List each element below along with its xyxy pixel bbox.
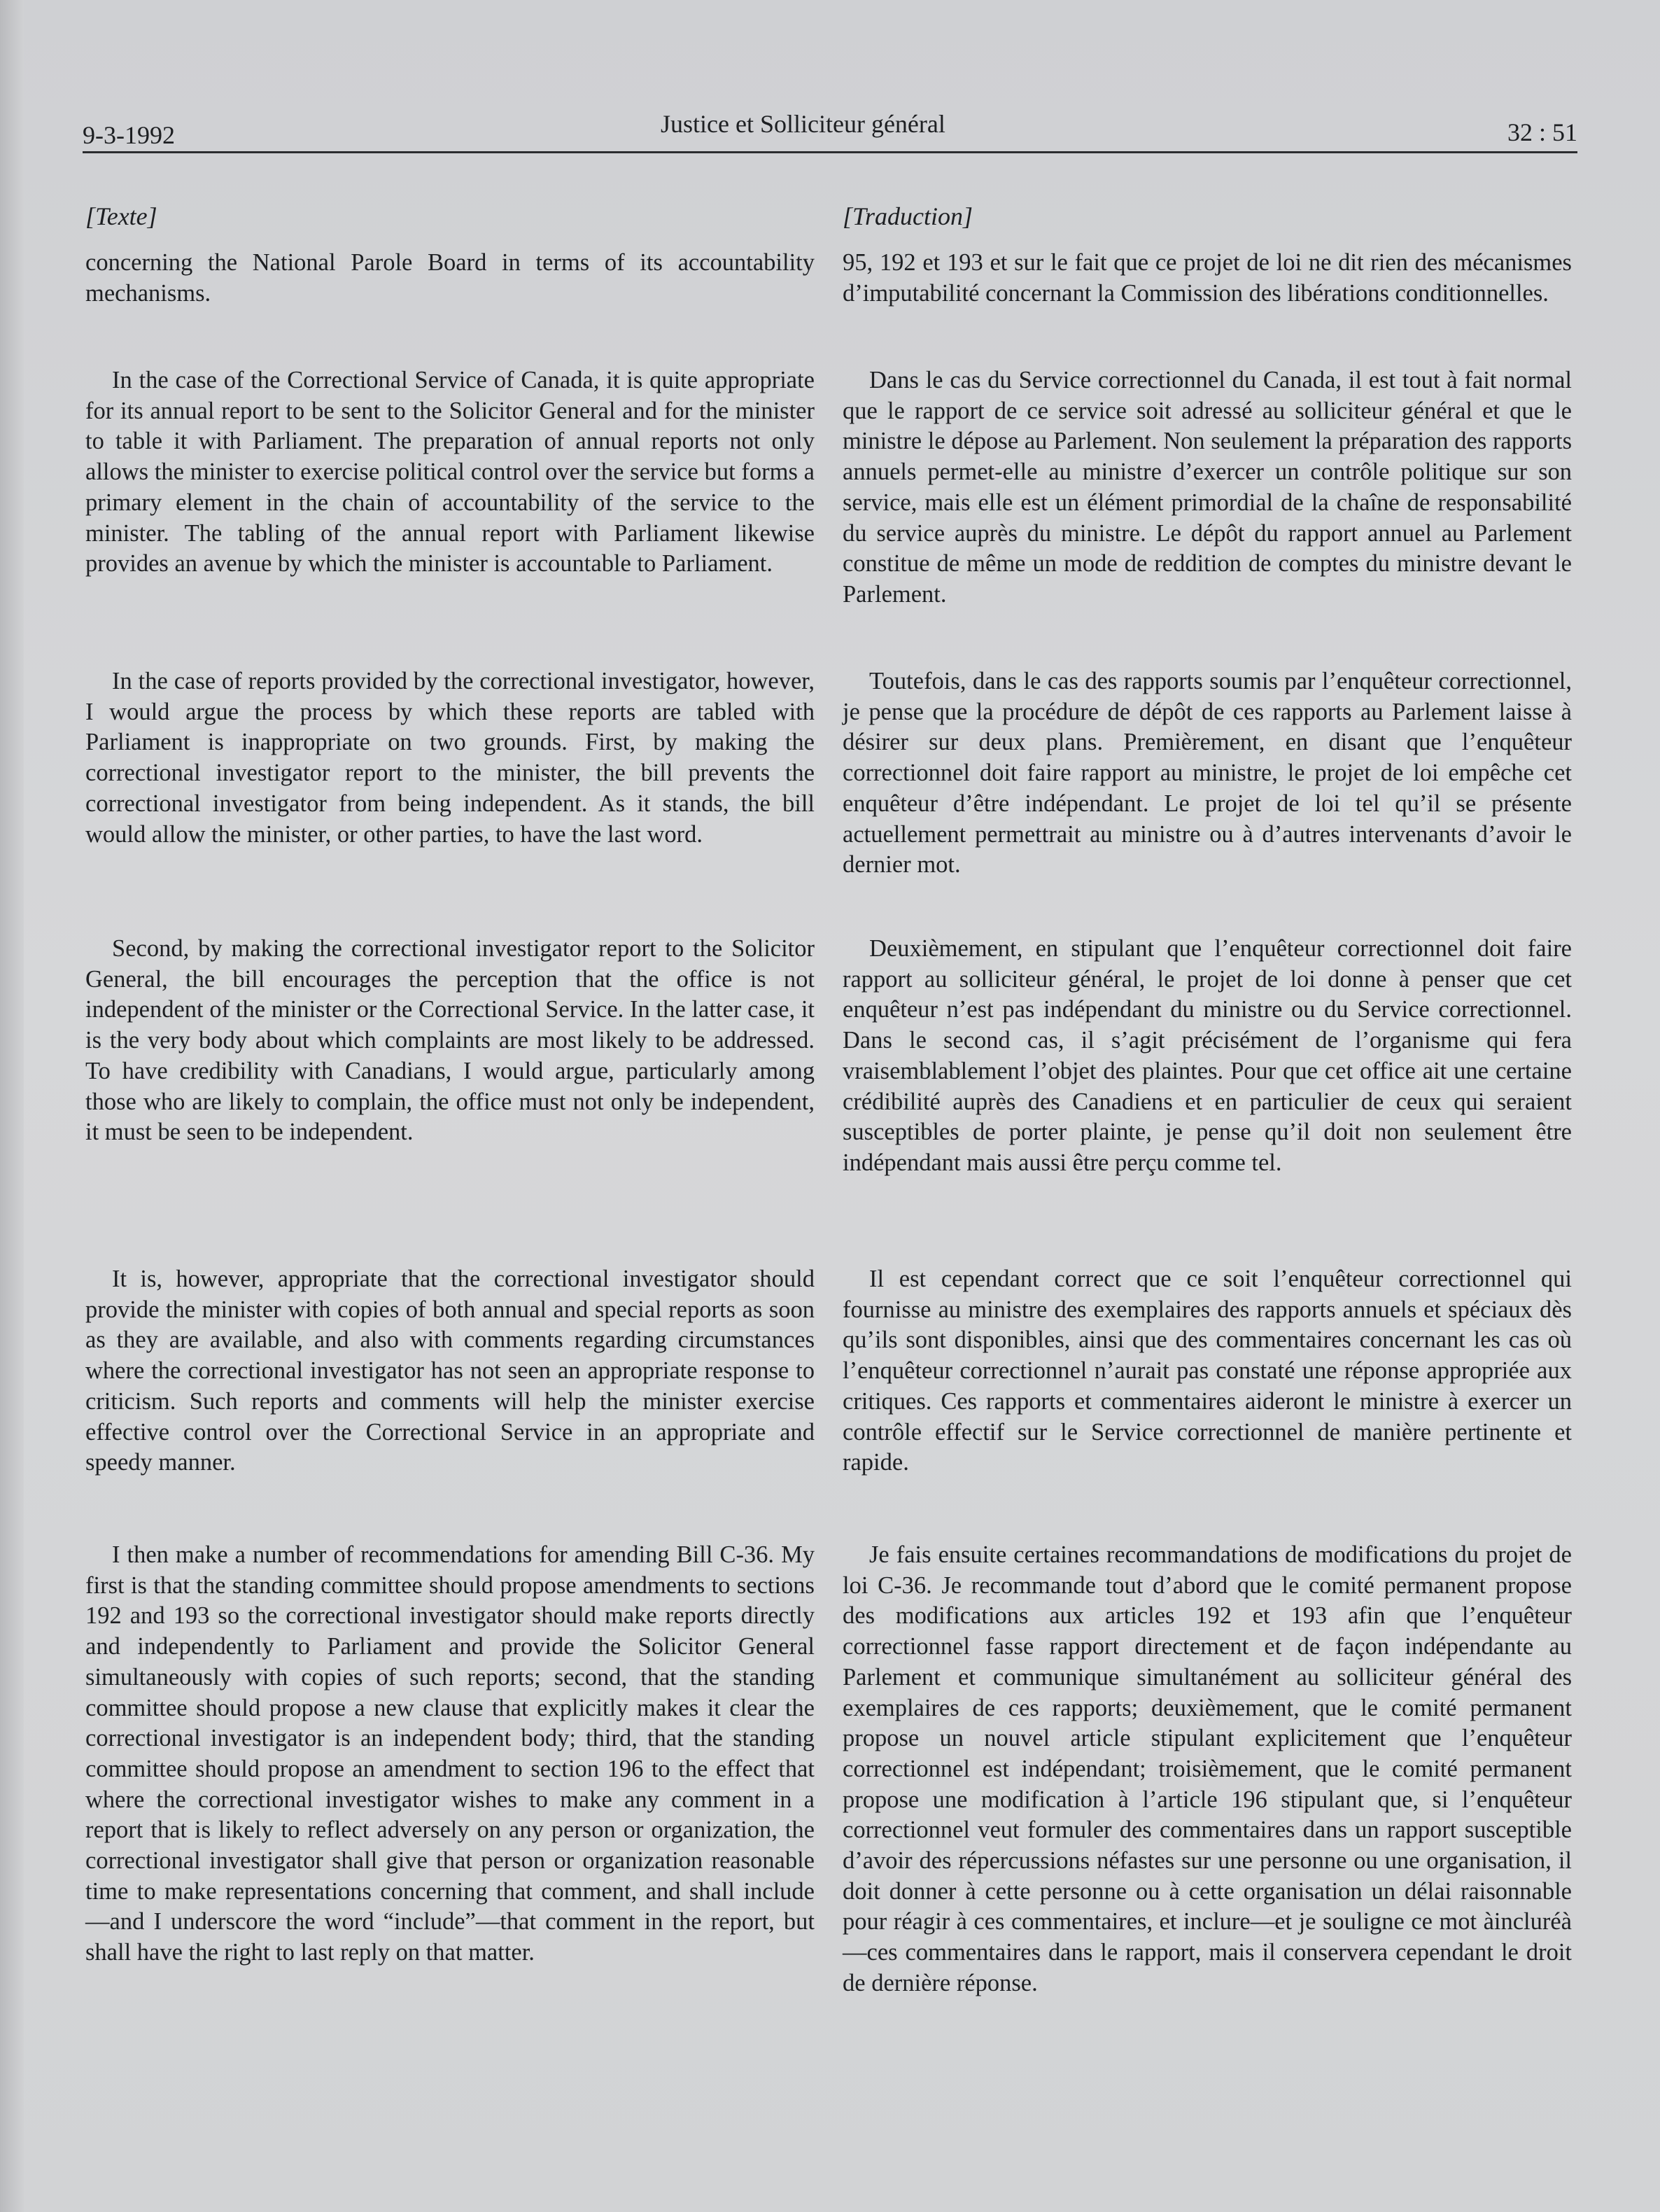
left-paragraph-5: It is, however, appropriate that the correctional investigator should provide the minister with copies of both annual and special reports as soon as they are available, and also with comments regarding circumstances where the correctional investigator has not seen an appropriate response to criticism. Such reports and comments will help the minister exercise effective control over the Correctional Service in an appropriate and speedy manner.: [85, 1266, 815, 1476]
right-paragraph-4: Deuxièmement, en stipulant que l’enquêteur correctionnel doit faire rapport au solliciteur général, le projet de loi donne à penser que cet enquêteur n’est pas indépendant du ministre ou du Service correctionnel. Dans le second cas, il s’agit précisément de l’organisme qui fera vraisemblablement l’objet des plaintes. Pour que cet office ait une certaine crédibilité auprès des Canadiens et en particulier de ceux qui seraient susceptibles de porter plainte, je pense qu’il doit non seulement être indépendant mais aussi être perçu comme tel.: [843, 935, 1572, 1176]
header-date: 9-3-1992: [83, 121, 175, 149]
right-paragraph-5: Il est cependant correct que ce soit l’enquêteur correctionnel qui fournisse au ministre des exemplaires des rapports annuels et spéciaux dès qu’ils sont disponibles, ainsi que des commentaires concernant les cas où l’enquêteur correctionnel n’aurait pas constaté une réponse appropriée aux critiques. Ces rapports et commentaires aideront le ministre à exercer un contrôle effectif sur le Service correctionnel de manière pertinente et rapide.: [843, 1266, 1572, 1476]
left-paragraph-2: In the case of the Correctional Service of Canada, it is quite appropriate for its annual report to be sent to the Solicitor General and for the minister to table it with Parliament. The preparation of annual reports not only allows the minister to exercise political control over the service but forms a primary element in the chain of accountability of the service to the minister. The tabling of the annual report with Parliament likewise provides an avenue by which the minister is accountable to Parliament.: [85, 367, 815, 578]
header-title: Justice et Solliciteur général: [661, 110, 945, 138]
left-column-tag: [Texte]: [85, 202, 157, 230]
right-paragraph-6: Je fais ensuite certaines recommandations de modifications du projet de loi C-36. Je recommande tout d’abord que le comité permanent propose des modifications aux articles 192 et 193 afin que l’enquêteur correctionnel fasse rapport directement et de façon indépendante au Parlement et communique simultanément au solliciteur général des exemplaires de ces rapports; deuxièmement, que le comité permanent propose un nouvel article stipulant explicitement que l’enquêteur correctionnel est indépendant; troisièmement, que le comité permanent propose une modification à l’article 196 stipulant que, si l’enquêteur correctionnel veut formuler des commentaires dans un rapport susceptible d’avoir des répercussions néfastes sur une personne ou une organisation, il doit donner à cette personne ou à cette organisation un délai raisonnable pour réagir à ces commentaires, et inclure—et je souligne ce mot àincluréà—ces commentaires dans le rapport, mais il conservera cependant le droit de dernière réponse.: [843, 1541, 1572, 1996]
right-paragraph-3: Toutefois, dans le cas des rapports soumis par l’enquêteur correctionnel, je pense que la procédure de dépôt de ces rapports au Parlement laisse à désirer sur deux plans. Premièrement, en disant que l’enquêteur correctionnel doit faire rapport au ministre, le projet de loi empêche cet enquêteur d’être indépendant. Le projet de loi tel qu’il se présente actuellement permettrait au ministre ou à d’autres intervenants d’avoir le dernier mot.: [843, 668, 1572, 878]
left-column-english: [85, 202, 815, 1966]
right-paragraph-1: 95, 192 et 193 et sur le fait que ce projet de loi ne dit rien des mécanismes d’imputabilité concernant la Commission des libérations conditionnelles.: [843, 249, 1572, 307]
right-column-tag: [Traduction]: [843, 202, 973, 230]
right-column-french: [843, 202, 1572, 1996]
left-paragraph-6: I then make a number of recommendations for amending Bill C-36. My first is that the standing committee should propose amendments to sections 192 and 193 so the correctional investigator should make reports directly and independently to Parliament and provide the Solicitor General simultaneously with copies of such reports; second, that the standing committee should propose a new clause that explicitly makes it clear the correctional investigator is an independent body; third, that the standing committee should propose an amendment to section 196 to the effect that where the correctional investigator wishes to make any comment in a report that is likely to reflect adversely on any person or organization, the correctional investigator shall give that person or organization reasonable time to make representations concerning that comment, and shall include—and I underscore the word “include”—that comment in the report, but shall have the right to last reply on that matter.: [85, 1541, 815, 1966]
left-paragraph-3: In the case of reports provided by the correctional investigator, however, I would argue the process by which these reports are tabled with Parliament is inappropriate on two grounds. First, by making the correctional investigator report to the minister, the bill prevents the correctional investigator from being independent. As it stands, the bill would allow the minister, or other parties, to have the last word.: [85, 668, 815, 848]
right-paragraph-2: Dans le cas du Service correctionnel du Canada, il est tout à fait normal que le rapport de ce service soit adressé au solliciteur général et que le ministre le dépose au Parlement. Non seulement la préparation des rapports annuels permet-elle au ministre d’exercer un contrôle politique sur son service, mais elle est un élément primordial de la chaîne de responsabilité du service auprès du ministre. Le dépôt du rapport annuel au Parlement constitue de même un mode de reddition de comptes du ministre devant le Parlement.: [843, 367, 1572, 608]
left-paragraph-4: Second, by making the correctional investigator report to the Solicitor General, the bill encourages the perception that the office is not independent of the minister or the Correctional Service. In the latter case, it is the very body about which complaints are most likely to be addressed. To have credibility with Canadians, I would argue, particularly among those who are likely to complain, the office must not only be independent, it must be seen to be independent.: [85, 935, 815, 1146]
page-edge-shadow: [0, 0, 24, 2212]
header-page-number: 32 : 51: [1507, 118, 1577, 146]
left-paragraph-1: concerning the National Parole Board in terms of its accountability mechanisms.: [85, 249, 815, 307]
running-header: [83, 105, 1577, 153]
